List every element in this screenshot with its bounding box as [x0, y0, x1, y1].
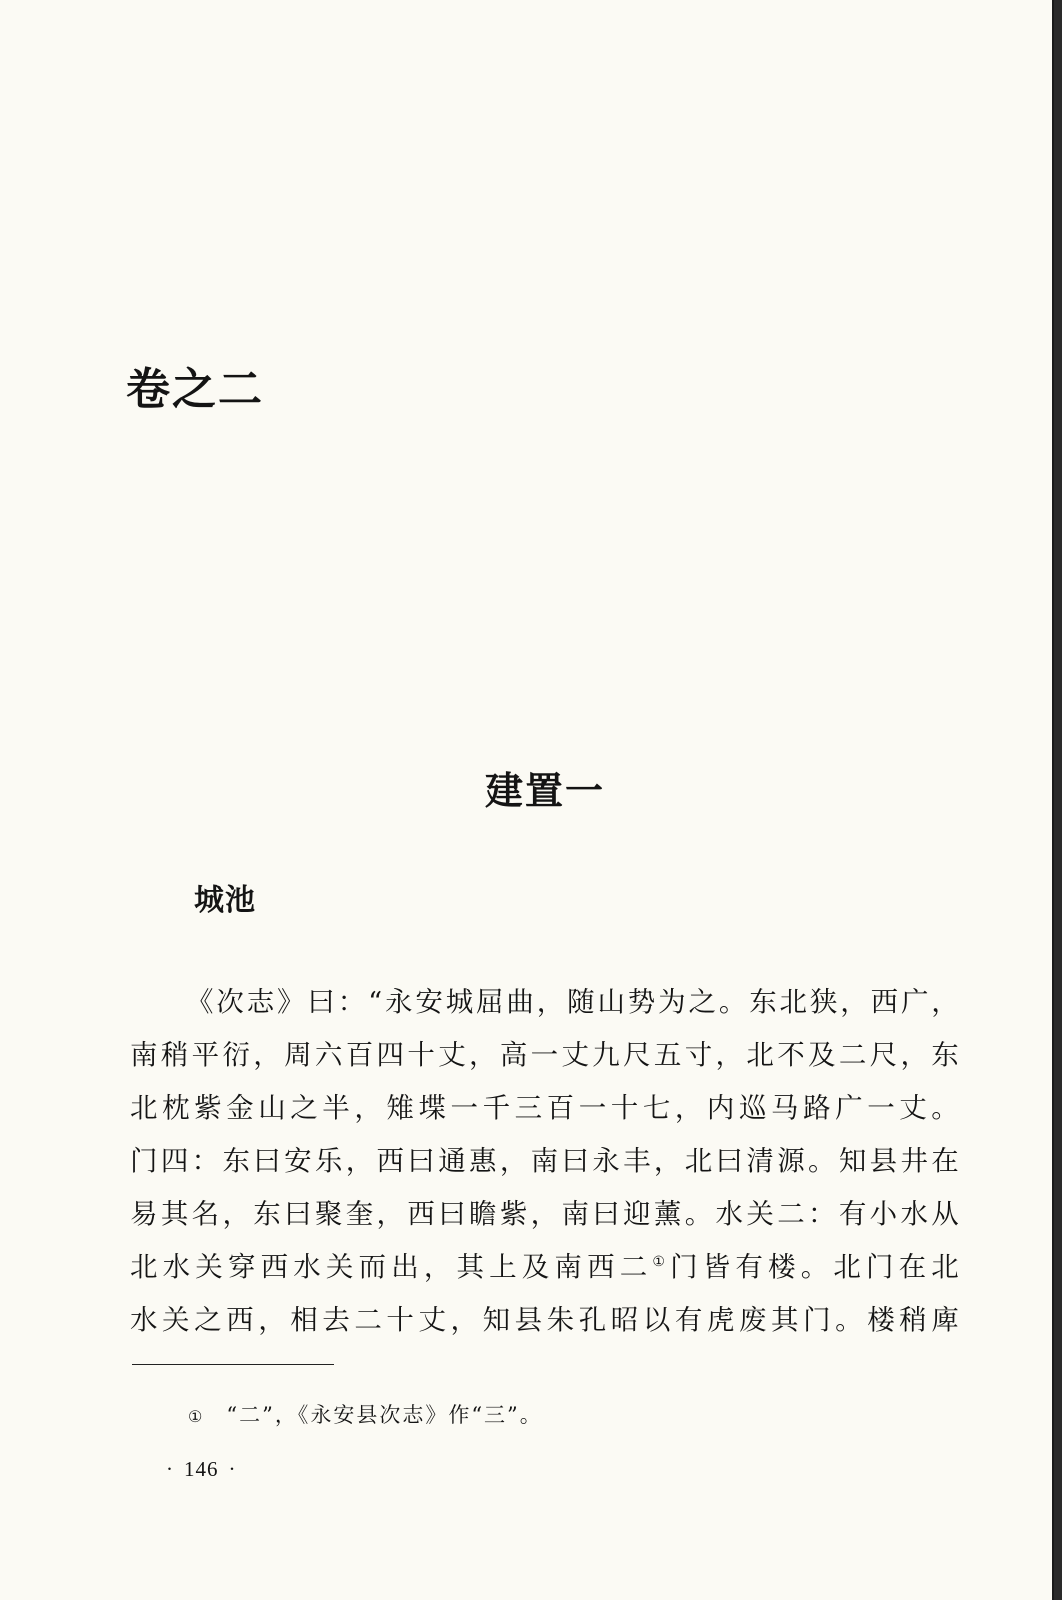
body-line: 易其名，东曰聚奎，西曰瞻紫，南曰迎薰。水关二：有小水从 — [130, 1198, 960, 1230]
body-line: 水关之西，相去二十丈，知县朱孔昭以有虎废其门。楼稍庳 — [130, 1304, 960, 1336]
footnote-text: “二”，《永安县次志》作“三”。 — [226, 1403, 543, 1427]
footnote — [188, 1400, 543, 1432]
page-number-value: 146 — [184, 1457, 219, 1481]
footnote-divider — [132, 1364, 334, 1365]
page-number — [156, 1454, 247, 1484]
volume-title: 卷之二 — [126, 364, 264, 415]
page-number-right-dot: · — [228, 1457, 237, 1481]
body-line: 北枕紫金山之半，雉堞一千三百一十七，内巡马路广一丈。 — [130, 1092, 960, 1124]
page-number-left-dot: · — [166, 1457, 174, 1481]
body-line-part: 门皆有楼。北门在北 — [670, 1251, 960, 1283]
body-line-part: 北水关穿西水关而出，其上及南西二 — [130, 1251, 653, 1283]
body-line-with-footnote — [130, 1241, 960, 1294]
footnote-marker: ① — [188, 1407, 205, 1426]
subsection-title: 城池 — [194, 883, 256, 918]
section-title: 建置一 — [484, 768, 605, 813]
body-line: 《次志》曰：“永安城屈曲，随山势为之。东北狭，西广， — [186, 986, 960, 1018]
footnote-reference[interactable]: ① — [652, 1254, 671, 1270]
body-text — [130, 976, 960, 1347]
body-line: 南稍平衍，周六百四十丈，高一丈九尺五寸，北不及二尺，东 — [130, 1039, 960, 1071]
body-line: 门四：东曰安乐，西曰通惠，南曰永丰，北曰清源。知县井在 — [130, 1145, 960, 1177]
